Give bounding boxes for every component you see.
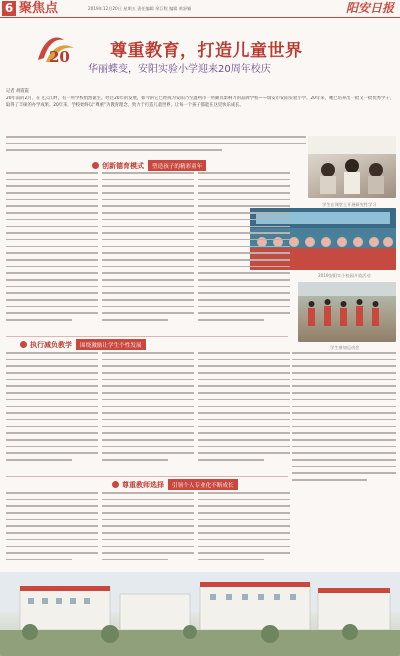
section1-col3 xyxy=(198,172,290,332)
section-icon xyxy=(92,162,99,169)
photo-caption-1: 学生在课堂上开展研究性学习 xyxy=(322,202,377,207)
section-head-3: 尊重教师选择 引领个人专业化不断成长 xyxy=(112,479,238,490)
article-subheadline: 华丽蝶变，安阳实验小学迎来20周年校庆 xyxy=(88,64,271,75)
svg-text:20: 20 xyxy=(49,48,70,66)
lead-paragraph: 20年前的2月，在飞云江畔，有一所学校悄然诞生。经过20年的发展，如今的它已经成为安阳乃至温州市一所颇具影响力的品牌学校——瑞安市安阳实验小学。20年来，她已培养出一批又一批优秀学子，取得了丰硕的办学成果。20年来，学校始终以“尊重”为教育理念，致力于打造儿童世界，让每一个孩子都能在这里快乐成长。 xyxy=(6,96,394,108)
section3-col1 xyxy=(6,492,98,568)
photo-caption-3: 学生参加运动会 xyxy=(330,345,360,350)
page-number: 6 xyxy=(2,1,16,16)
classroom-photo xyxy=(308,136,396,198)
section-icon xyxy=(20,341,27,348)
section3-col3 xyxy=(198,492,290,568)
page-header xyxy=(0,0,400,18)
byline: 记者 胡霞霞 xyxy=(6,89,29,94)
sports-photo xyxy=(298,282,396,342)
section-icon xyxy=(112,481,119,488)
article-headline: 尊重教育，打造儿童世界 xyxy=(110,41,303,61)
lead-paragraph-cont xyxy=(6,136,306,156)
section1-col1 xyxy=(6,172,98,332)
section-head-2: 执行减负教学 围绕激励让学生个性发展 xyxy=(20,339,146,350)
section2-col3 xyxy=(198,352,290,472)
divider xyxy=(6,336,288,337)
anniversary-logo xyxy=(34,32,78,68)
right-column-text xyxy=(292,352,396,488)
section-head-1: 创新德育模式 塑造孩子的精彩童年 xyxy=(92,160,206,171)
photo-caption-2: 2019安阳实小校园开放活动 xyxy=(318,273,371,278)
section1-col2 xyxy=(102,172,194,332)
newspaper-logo: 阳安日报 xyxy=(345,1,394,15)
section2-col2 xyxy=(102,352,194,472)
section3-col2 xyxy=(102,492,194,568)
issue-meta: 2019年12月20日 星期五 责任编辑 余巨程 编辑 黄舒颖 xyxy=(88,6,192,11)
campus-panorama xyxy=(0,572,400,656)
section2-col1 xyxy=(6,352,98,472)
divider xyxy=(6,476,288,477)
section-title: 聚焦点 xyxy=(19,1,59,16)
